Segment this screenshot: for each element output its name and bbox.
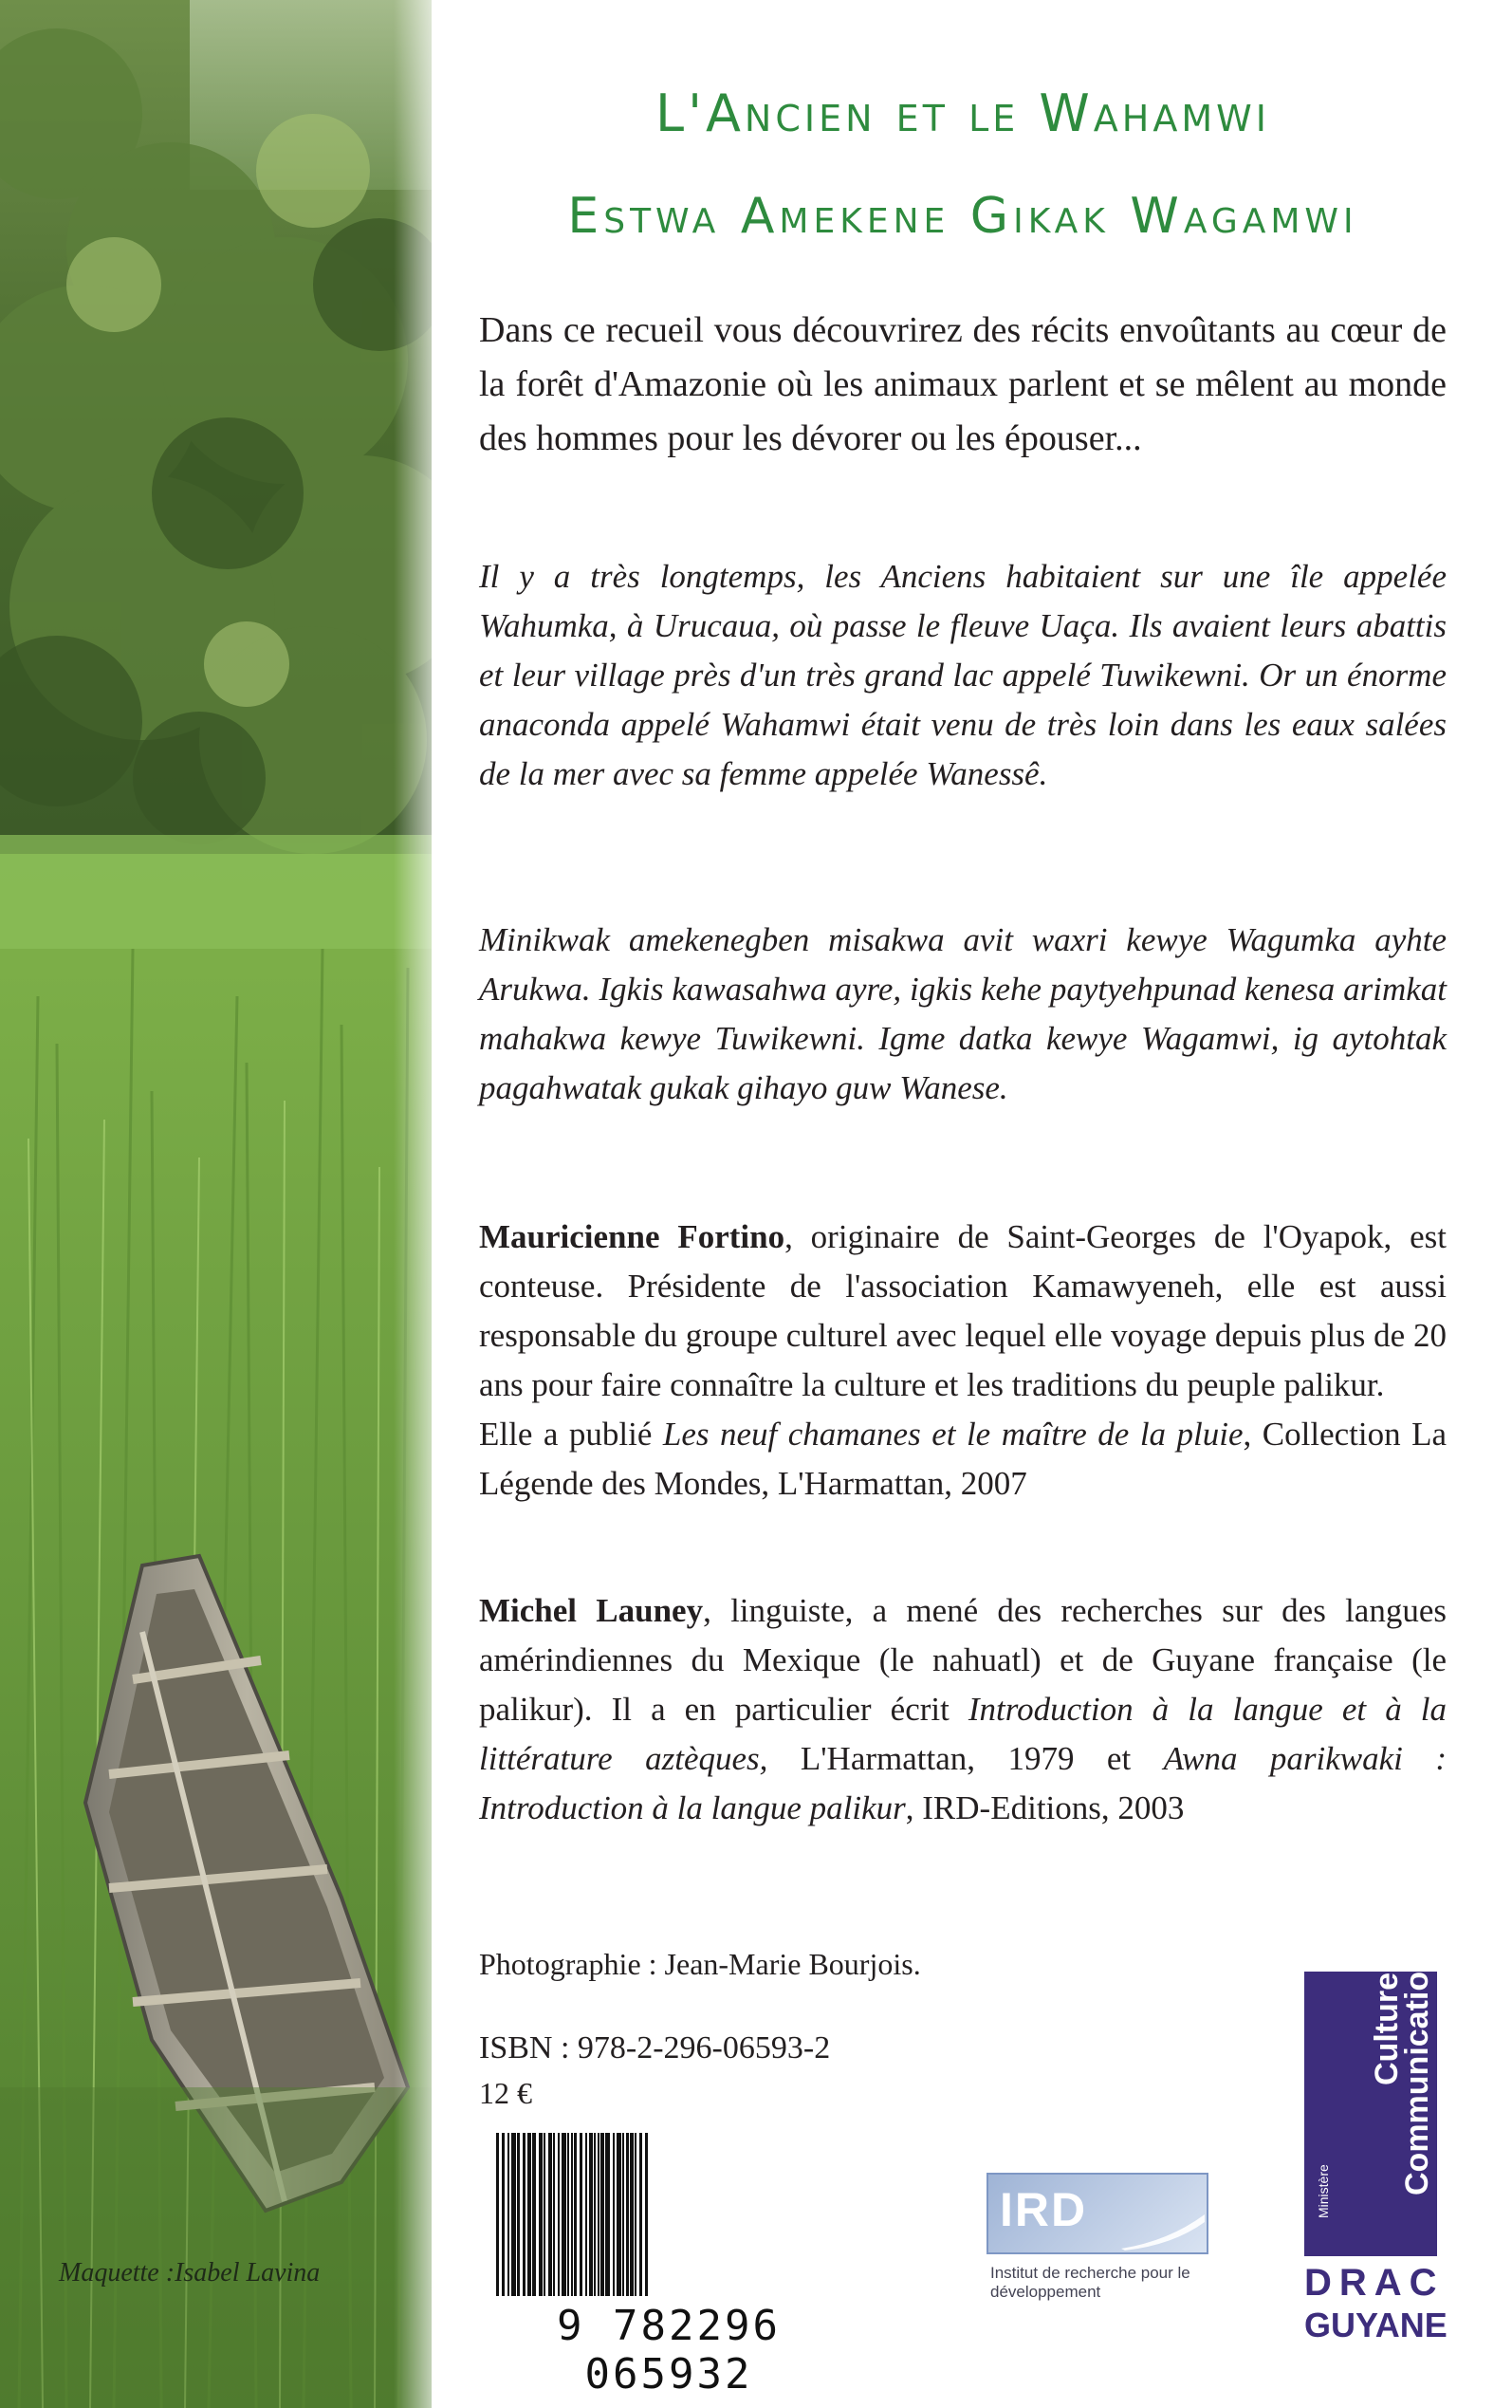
intro-text: Dans ce recueil vous découvrirez des récits envoûtants au cœur de la forêt d'Amazonie où les animaux parlent et se mêlent au monde des hommes pour les dévorer ou les épouser... [479, 310, 1447, 458]
bio-fortino [479, 1213, 1447, 1509]
barcode-bar [507, 2133, 509, 2323]
bio-launey [479, 1586, 1447, 1833]
barcode-bar [523, 2133, 526, 2323]
barcode-bar [558, 2133, 560, 2323]
author-name-fortino: Mauricienne Fortino [479, 1218, 785, 1255]
story-palikur-block [479, 916, 1447, 1113]
story-french-block [479, 552, 1447, 799]
title-french: L'Ancien et le Wahamwi [655, 83, 1270, 143]
barcode-bar [617, 2133, 621, 2323]
barcode-bar [589, 2133, 593, 2323]
cover-photo [0, 0, 432, 2408]
barcode-bar [539, 2133, 543, 2323]
bio-launey-text3: , IRD-Editions, 2003 [905, 1789, 1185, 1826]
photo-fade [394, 0, 460, 2408]
barcode-bar [532, 2133, 536, 2323]
ministry-vertical-text [1304, 1952, 1437, 2256]
barcode-bar [517, 2133, 520, 2323]
photo-credit: Photographie : Jean-Marie Bourjois. [479, 1947, 921, 1981]
barcode-number: 9 782296 065932 [479, 2296, 858, 2399]
isbn: ISBN : 978-2-296-06593-2 [479, 2030, 831, 2065]
bio-fortino-paragraph [479, 1213, 1447, 1509]
guyane-label: GUYANE [1304, 2306, 1447, 2344]
barcode-bar [622, 2133, 624, 2323]
ministry-culture-label: Culture [1369, 1973, 1405, 2085]
barcode-bar [511, 2133, 516, 2323]
barcode-bar [594, 2133, 596, 2323]
bio-fortino-book-title: Les neuf chamanes et le maître de la pluie [662, 1416, 1244, 1453]
bio-fortino-published-prefix: Elle a publié [479, 1416, 663, 1453]
barcode-bar [571, 2133, 573, 2323]
ministry-communication-label: Communication [1399, 1952, 1435, 2195]
story-palikur-text: Minikwak amekenegben misakwa avit waxri kewye Wagumka ayhte Arukwa. Igkis kawasahwa ayre, igkis kehe paytyehpunad kenesa arimkat mahakwa kewye Tuwikewni. Igme datka kewye Wagamwi, ig aytohtak pagahwatak gukak gihayo guw Wanese. [479, 921, 1447, 1106]
bio-launey-text2: L'Harmattan, 1979 et [767, 1740, 1164, 1777]
barcode-bar [598, 2133, 599, 2323]
title-palikur: Estwa Amekene Gikak Wagamwi [567, 188, 1358, 245]
bio-launey-paragraph [479, 1586, 1447, 1833]
bio-launey-book2: Awna parikwaki : Introduction à la langue palikur [479, 1740, 1447, 1826]
barcode-bar [626, 2133, 629, 2323]
intro-block [479, 304, 1447, 466]
price: 12 € [479, 2076, 532, 2110]
ministry-logo [1304, 1952, 1447, 2408]
barcode-bar [585, 2133, 587, 2323]
ministry-small-label: Ministère [1316, 2164, 1331, 2218]
ird-logo-box [986, 2173, 1208, 2254]
barcode-bar [630, 2133, 634, 2323]
ird-logo-label: IRD [1000, 2183, 1088, 2236]
barcode-bar [600, 2133, 604, 2323]
drac-label: DRAC [1304, 2262, 1445, 2304]
barcode-bar [544, 2133, 545, 2323]
barcode-bar [613, 2133, 615, 2323]
barcode-bar [567, 2133, 569, 2323]
author-name-launey: Michel Launey [479, 1592, 704, 1629]
barcode-bar [527, 2133, 531, 2323]
barcode-bar [562, 2133, 566, 2323]
ird-swoosh-icon [1121, 2213, 1207, 2251]
bio-fortino-published-suffix: , Collection La Légende des Mondes, L'Harmattan, 2007 [479, 1416, 1447, 1502]
barcode-bar [548, 2133, 552, 2323]
maquette-credit: Maquette :Isabel Lavina [59, 2258, 321, 2288]
bio-launey-book1: Introduction à la langue et à la littérature aztèques, [479, 1691, 1447, 1777]
barcode-bar [605, 2133, 610, 2323]
barcode-bar [553, 2133, 555, 2323]
ird-tagline: Institut de recherche pour le développement [990, 2264, 1190, 2301]
bio-launey-text1: , linguiste, a mené des recherches sur des langues amérindiennes du Mexique (le nahuatl) et de Guyane française (le palikur). Il a en particulier écrit [479, 1592, 1447, 1728]
bio-fortino-text: , originaire de Saint-Georges de l'Oyapok, est conteuse. Présidente de l'association Kamawyeneh, elle est aussi responsable du groupe culturel avec lequel elle voyage depuis plus de 20 ans pour faire connaître la culture et les traditions du peuple palikur. [479, 1218, 1447, 1403]
story-french-text: Il y a très longtemps, les Anciens habitaient sur une île appelée Wahumka, à Urucaua, où passe le fleuve Uaça. Ils avaient leurs abattis et leur village près d'un très grand lac appelé Tuwikewni. Or un énorme anaconda appelé Wahamwi était venu de très loin dans les eaux salées de la mer avec sa femme appelée Wanessê. [479, 558, 1447, 792]
barcode-bar [635, 2133, 636, 2323]
ird-logo [986, 2173, 1205, 2306]
